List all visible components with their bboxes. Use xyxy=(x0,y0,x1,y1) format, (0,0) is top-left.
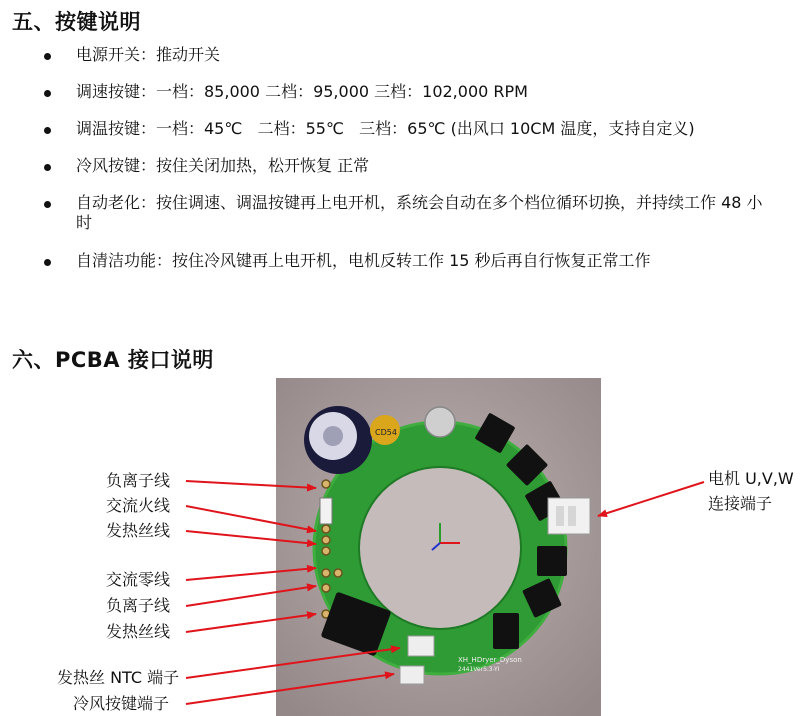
mosfet-chip xyxy=(493,613,519,649)
solder-pad xyxy=(322,569,330,577)
solder-pad xyxy=(334,569,342,577)
mosfet-chip xyxy=(537,546,567,576)
label-connection-terminal: 连接端子 xyxy=(708,494,773,513)
capacitor-vent xyxy=(323,426,343,446)
label-motor-uvw: 电机 U,V,W xyxy=(708,469,794,488)
bullet-dot xyxy=(44,201,51,208)
bullet-dot xyxy=(44,90,51,97)
section-6-heading: 六、PCBA 接口说明 xyxy=(12,348,214,372)
pcb-center-hole xyxy=(359,467,521,629)
bullet-text: 电源开关：推动开关 xyxy=(76,45,221,64)
bullet-text: 冷风按键：按住关闭加热，松开恢复 正常 xyxy=(76,156,370,175)
section-5-heading: 五、按键说明 xyxy=(12,10,141,34)
white-jumper xyxy=(320,498,332,524)
ntc-connector xyxy=(408,636,434,656)
board-name: XH_HDryer_Dyson xyxy=(458,656,522,664)
metal-capacitor xyxy=(425,407,455,437)
bullet-text: 调温按键：一档：45℃ 二档：55℃ 三档：65℃ (出风口 10CM 温度，支持自定义) xyxy=(76,119,695,138)
solder-pad xyxy=(322,536,330,544)
bullet-dot xyxy=(44,53,51,60)
label-heating-wire-1: 发热丝线 xyxy=(106,521,171,540)
solder-pad xyxy=(322,584,330,592)
solder-pad xyxy=(322,480,330,488)
bullet-dot xyxy=(44,164,51,171)
label-heating-wire-2: 发热丝线 xyxy=(106,622,171,641)
arrow xyxy=(598,482,704,516)
label-cold-button-terminal: 冷风按键端子 xyxy=(73,694,170,713)
bullet-text: 调速按键：一档：85,000 二档：95,000 三档：102,000 RPM xyxy=(76,82,528,101)
label-anion-wire-1: 负离子线 xyxy=(106,471,171,490)
board-version: 2441Ver5.3-YI xyxy=(458,666,500,673)
bullet-text: 自清洁功能：按住冷风键再上电开机，电机反转工作 15 秒后再自行恢复正常工作 xyxy=(76,251,651,270)
cold-button-connector xyxy=(400,666,424,684)
solder-pad xyxy=(322,547,330,555)
label-ac-neutral-wire: 交流零线 xyxy=(106,570,171,589)
connector-pin xyxy=(568,506,576,526)
label-ac-live-wire: 交流火线 xyxy=(106,496,171,515)
label-anion-wire-2: 负离子线 xyxy=(106,596,171,615)
solder-pad xyxy=(322,525,330,533)
bullet-text: 自动老化：按住调速、调温按键再上电开机，系统会自动在多个档位循环切换，并持续工作 48 小时 xyxy=(76,193,763,232)
capacitor-label: CD54 xyxy=(375,428,397,437)
connector-pin xyxy=(556,506,564,526)
bullet-dot xyxy=(44,127,51,134)
bullet-dot xyxy=(44,259,51,266)
label-ntc-terminal: 发热丝 NTC 端子 xyxy=(57,668,180,687)
pcba-diagram-svg xyxy=(0,378,800,716)
pcba-interface-diagram xyxy=(0,378,800,716)
